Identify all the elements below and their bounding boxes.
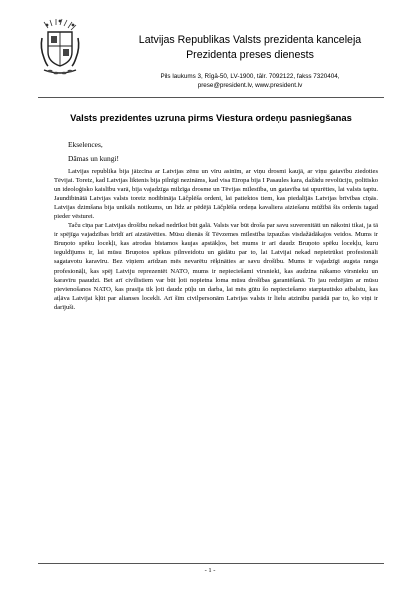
header-divider <box>38 97 384 98</box>
contact-web: prese@president.lv, www.president.lv <box>197 82 303 89</box>
document-title: Valsts prezidentes uzruna pirms Viestura ordeņu pasniegšanas <box>70 112 352 123</box>
footer-divider <box>38 563 384 564</box>
paragraph: Latvijas republika bija jāizcīna ar Latvijas zēnu un vīru asinīm, ar viņu drosmi kaujā, ar viņu gatavību ziedoties Tēvijai. Toreiz, kad Latvijas liktenis bija pilnīgi nezināms, kad visa Eiropa bija I Pasaules kara, dažādu revolūciju, politisko un ideoloģisko kaislību varā, bija vajadzīga milzīga drosme un Tēvijas mīlestība, un gatavība tai upurēties, lai valsts taptu. Jaundibinātā Latvijas valsts toreiz nodibināja Lāčplēša ordeni, lai patiektos tiem, kas piedalījās Latvijas brīvības cīņās. Latvijas dzimšana bija unikāls notikums, un līdz ar pēdējā Lāčplēša ordeņa kavaliera aiziešanu mūžībā šis ordenis tagad pieder vēsturei. <box>54 168 378 221</box>
paragraph: Taču cīņa par Latvijas drošību nekad nedrīkst būt galā. Valsts var būt droša par savu suverenitāti un nākotni tikai, ja tā ir spējīga vajadzības brīdī arī aizstāvēties. Mūsu dienās šī Tēvzemes mīlestība izpaužas visdažādākajos veidos. Mums ir Bruņoto spēku locekļi, kas atrodas bīstamos kaujas apstākļos, bet mums ir arī daudz Bruņoto spēku locekļu, kuru ieguldījums ir, lai mūsu Bruņotos spēkus pilnveidotu un gādātu par to, lai Latvijai nekad nepietrūkst profesionāli sagatavotu karavīru. Bez viņiem arīdzan mēs nevarētu rēķināties ar savu drošību. Mums ir vajadzīgi augsta ranga profesionāļi, kas spēj Latviju reprezentēt NATO, mums ir nepieciešami virsnieki, kas audzina nākamo virsnieku un karavīru paaudzi. Bet arī civilistiem var būt ļoti nopietna loma mūsu drošības garantēšanā. To jau redzējām ar mūsu pievienošanos NATO, kas prasīja tik ļoti daudz pūļu un darba, lai mēs gūtu šo nepieciešamo starptautisko atbalstu, kas atļāva Latvijai kļūt par alianses locekli. Arī šīm civilpersonām Latvijas valsts ir lielu atzinību parādā par to, ko viņi ir darījuši. <box>54 222 378 311</box>
salutation-excellencies: Ekselences, <box>68 140 103 149</box>
organization-name: Latvijas Republikas Valsts prezidenta kanceleja <box>138 34 362 46</box>
speech-body <box>54 167 378 312</box>
contact-address: Pils laukums 3, Rīgā-50, LV-1900, tālr. 7092122, fakss 7320404, <box>160 73 340 80</box>
coat-of-arms-icon <box>38 18 82 76</box>
salutation-ladies-gentlemen: Dāmas un kungi! <box>68 154 119 163</box>
page-number: - 1 - <box>204 567 216 574</box>
press-service-name: Prezidenta preses dienests <box>186 49 314 61</box>
